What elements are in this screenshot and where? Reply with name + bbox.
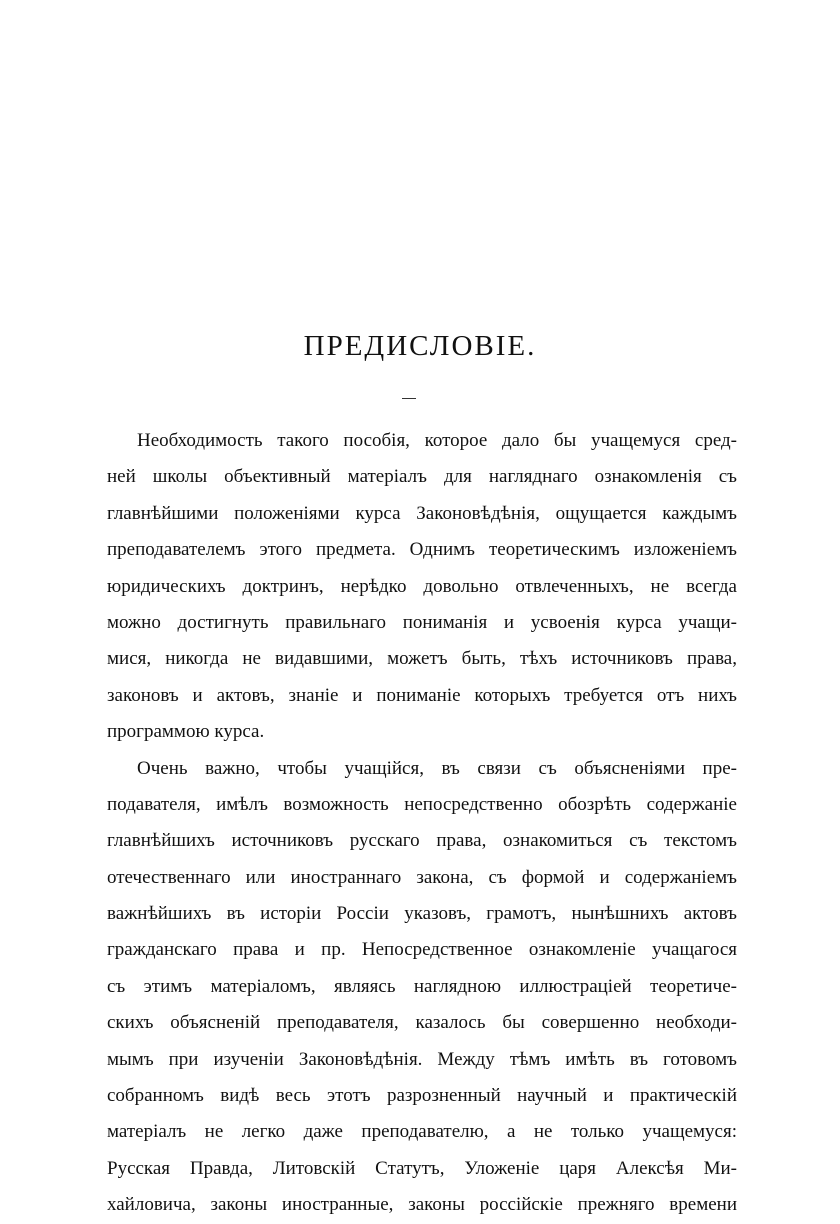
text-line: хайловича, законы иностранные, законы россійскіе прежняго времени <box>107 1194 737 1216</box>
page-title: ПРЕДИСЛОВІЕ. <box>303 330 537 362</box>
text-line: главнѣйшихъ источниковъ русскаго права, ознакомиться съ текстомъ <box>107 830 737 852</box>
text-line: программою курса. <box>107 721 265 743</box>
text-line: Очень важно, чтобы учащійся, въ связи съ объясненіями пре- <box>137 757 737 779</box>
text-line: Русская Правда, Литовскій Статутъ, Уложеніе царя Алексѣя Ми- <box>107 1157 737 1179</box>
text-line: законовъ и актовъ, знаніе и пониманіе которыхъ требуется отъ нихъ <box>107 684 737 706</box>
preface-text <box>107 423 737 1224</box>
text-line: скихъ объясненій преподавателя, казалось бы совершенно необходи- <box>107 1012 737 1034</box>
text-line: отечественнаго или иностраннаго закона, съ формой и содержаніемъ <box>107 866 737 888</box>
text-line: матеріалъ не легко даже преподавателю, а не только учащемуся: <box>107 1121 737 1143</box>
text-line: подавателя, имѣлъ возможность непосредственно обозрѣть содержаніе <box>107 793 737 815</box>
text-line: важнѣйшихъ въ исторіи Россіи указовъ, грамотъ, нынѣшнихъ актовъ <box>107 903 737 925</box>
text-line: съ этимъ матеріаломъ, являясь наглядною иллюстраціей теоретиче- <box>107 975 737 997</box>
text-line: юридическихъ доктринъ, нерѣдко довольно отвлеченныхъ, не всегда <box>107 575 737 597</box>
text-line: мися, никогда не видавшими, можетъ быть, тѣхъ источниковъ права, <box>107 648 737 670</box>
text-line: Необходимость такого пособія, которое дало бы учащемуся сред- <box>137 430 737 451</box>
text-line: можно достигнуть правильнаго пониманія и усвоенія курса учащи- <box>107 611 737 633</box>
text-line: преподавателемъ этого предмета. Однимъ теоретическимъ изложеніемъ <box>107 539 737 561</box>
text-line: ней школы объективный матеріалъ для нагляднаго ознакомленія съ <box>107 466 737 488</box>
text-line: мымъ при изученіи Законовѣдѣнія. Между тѣмъ имѣть въ готовомъ <box>107 1048 737 1070</box>
title-divider <box>402 398 416 399</box>
text-line: собранномъ видѣ весь этотъ разрозненный научный и практическій <box>107 1085 737 1107</box>
text-line: гражданскаго права и пр. Непосредственное ознакомленіе учащагося <box>107 939 737 961</box>
text-line: главнѣйшими положеніями курса Законовѣдѣнія, ощущается каждымъ <box>107 502 737 524</box>
